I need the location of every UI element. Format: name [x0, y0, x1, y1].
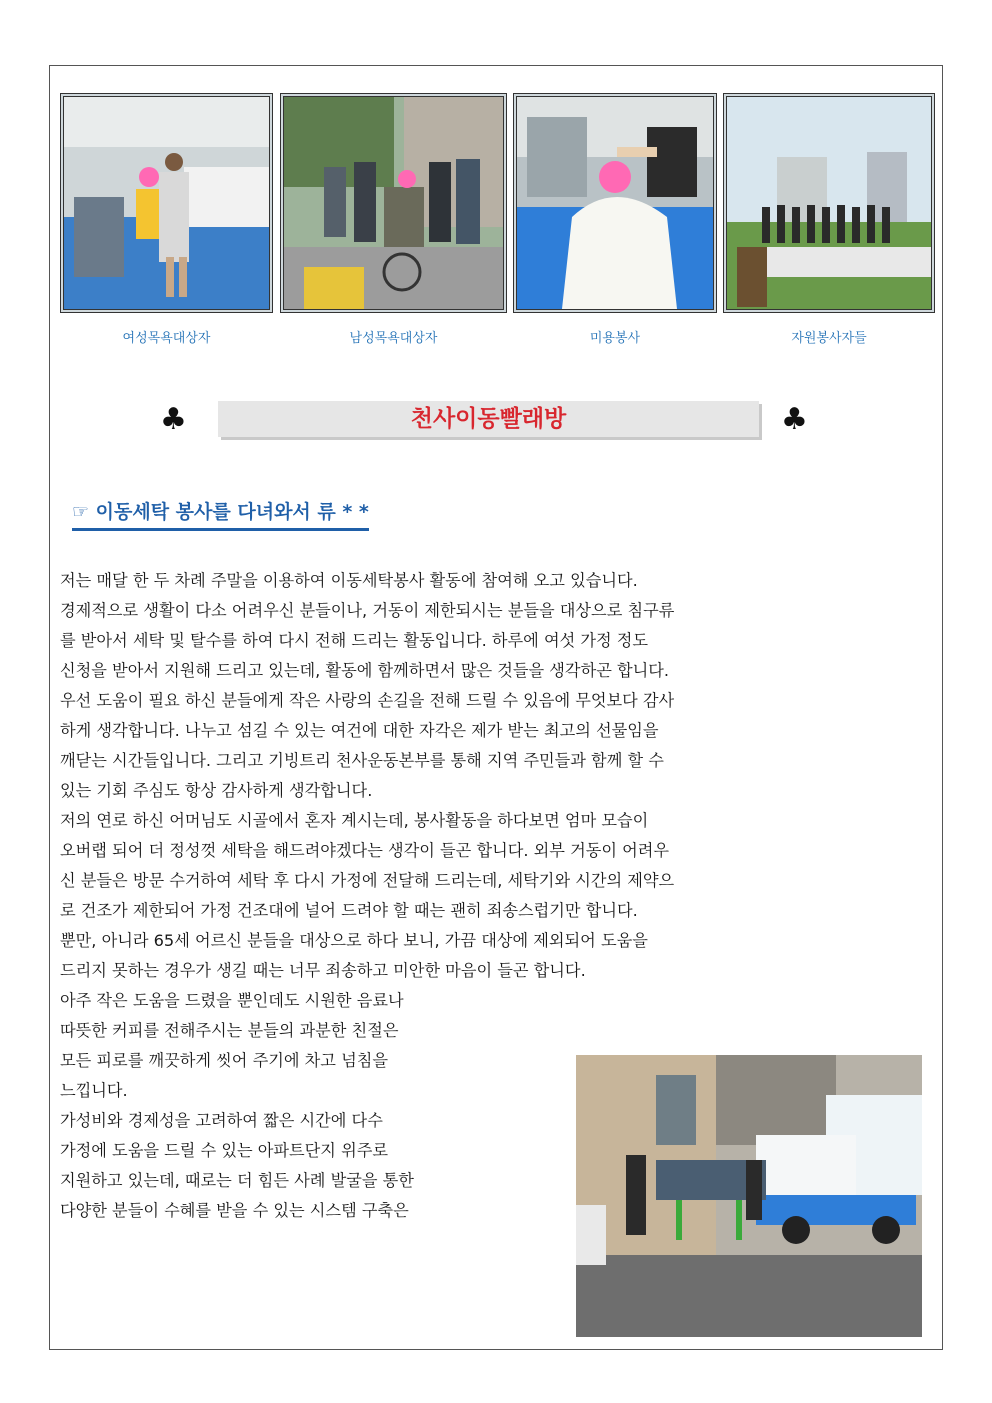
body-line: 아주 작은 도움을 드렸을 뿐인데도 시원한 음료나 [60, 991, 404, 1010]
body-line: 경제적으로 생활이 다소 어려우신 분들이나, 거동이 제한되시는 분들을 대상으로 침구류 [60, 601, 675, 620]
laundry-truck-photo [576, 1055, 922, 1337]
photo-caption-4: 자원봉사자들 [791, 331, 867, 346]
photo-men-bath [280, 93, 507, 313]
photo-haircut [513, 93, 717, 313]
photo-women-bath [60, 93, 273, 313]
body-line: 있는 기회 주심도 항상 감사하게 생각합니다. [60, 781, 373, 800]
bath-vehicle-men-photo [284, 97, 503, 309]
bath-vehicle-women-photo [64, 97, 269, 309]
photo-caption-2: 남성목욕대상자 [349, 331, 438, 346]
photo-caption-3: 미용봉사 [589, 331, 641, 346]
body-line: 를 받아서 세탁 및 탈수를 하여 다시 전해 드리는 활동입니다. 하루에 여섯 가정 정도 [60, 631, 649, 650]
club-icon-left: ♣ [160, 402, 187, 437]
body-line: 지원하고 있는데, 때로는 더 힘든 사례 발굴을 통한 [60, 1171, 414, 1190]
photo-caption-1: 여성목욕대상자 [122, 331, 211, 346]
haircut-service-photo [517, 97, 713, 309]
body-line: 저의 연로 하신 어머님도 시골에서 혼자 계시는데, 봉사활동을 하다보면 엄마 모습이 [60, 811, 649, 830]
body-line: 다양한 분들이 수혜를 받을 수 있는 시스템 구축은 [60, 1201, 409, 1220]
section-title: 천사이동빨래방 [410, 406, 567, 432]
body-line: 가정에 도움을 드릴 수 있는 아파트단지 위주로 [60, 1141, 388, 1160]
body-line: 우선 도움이 필요 하신 분들에게 작은 사랑의 손길을 전해 드릴 수 있음에 무엇보다 감사 [60, 691, 675, 710]
body-line: 오버랩 되어 더 정성껏 세탁을 해드려야겠다는 생각이 들곤 합니다. 외부 거동이 어려우 [60, 841, 670, 860]
body-line: 느낍니다. [60, 1081, 128, 1100]
body-line: 저는 매달 한 두 차례 주말을 이용하여 이동세탁봉사 활동에 참여해 오고 있습니다. [60, 571, 638, 590]
club-icon-right: ♣ [781, 402, 808, 437]
title-bar [218, 401, 759, 437]
body-line: 드리지 못하는 경우가 생길 때는 너무 죄송하고 미안한 마음이 들곤 합니다. [60, 961, 586, 980]
body-line: 깨닫는 시간들입니다. 그리고 기빙트리 천사운동본부를 통해 지역 주민들과 함께 할 수 [60, 751, 664, 770]
body-line: 따뜻한 커피를 전해주시는 분들의 과분한 친절은 [60, 1021, 399, 1040]
body-line: 로 건조가 제한되어 가정 건조대에 널어 드려야 할 때는 괜히 죄송스럽기만 합니다. [60, 901, 638, 920]
article-subtitle: ☞ 이동세탁 봉사를 다녀와서 류 * * [72, 497, 369, 531]
body-line: 뿐만, 아니라 65세 어르신 분들을 대상으로 하다 보니, 가끔 대상에 제외되어 도움을 [60, 931, 648, 950]
volunteers-group-photo [727, 97, 931, 309]
photo-laundry-truck [576, 1055, 922, 1337]
body-line: 가성비와 경제성을 고려하여 짧은 시간에 다수 [60, 1111, 383, 1130]
body-line: 모든 피로를 깨끗하게 씻어 주기에 차고 넘침을 [60, 1051, 388, 1070]
body-line: 하게 생각합니다. 나누고 섬길 수 있는 여건에 대한 자각은 제가 받는 최고의 선물임을 [60, 721, 659, 740]
photo-volunteers [723, 93, 935, 313]
body-line: 신 분들은 방문 수거하여 세탁 후 다시 가정에 전달해 드리는데, 세탁기와 시간의 제약으 [60, 871, 675, 890]
body-line: 신청을 받아서 지원해 드리고 있는데, 활동에 함께하면서 많은 것들을 생각하곤 합니다. [60, 661, 670, 680]
